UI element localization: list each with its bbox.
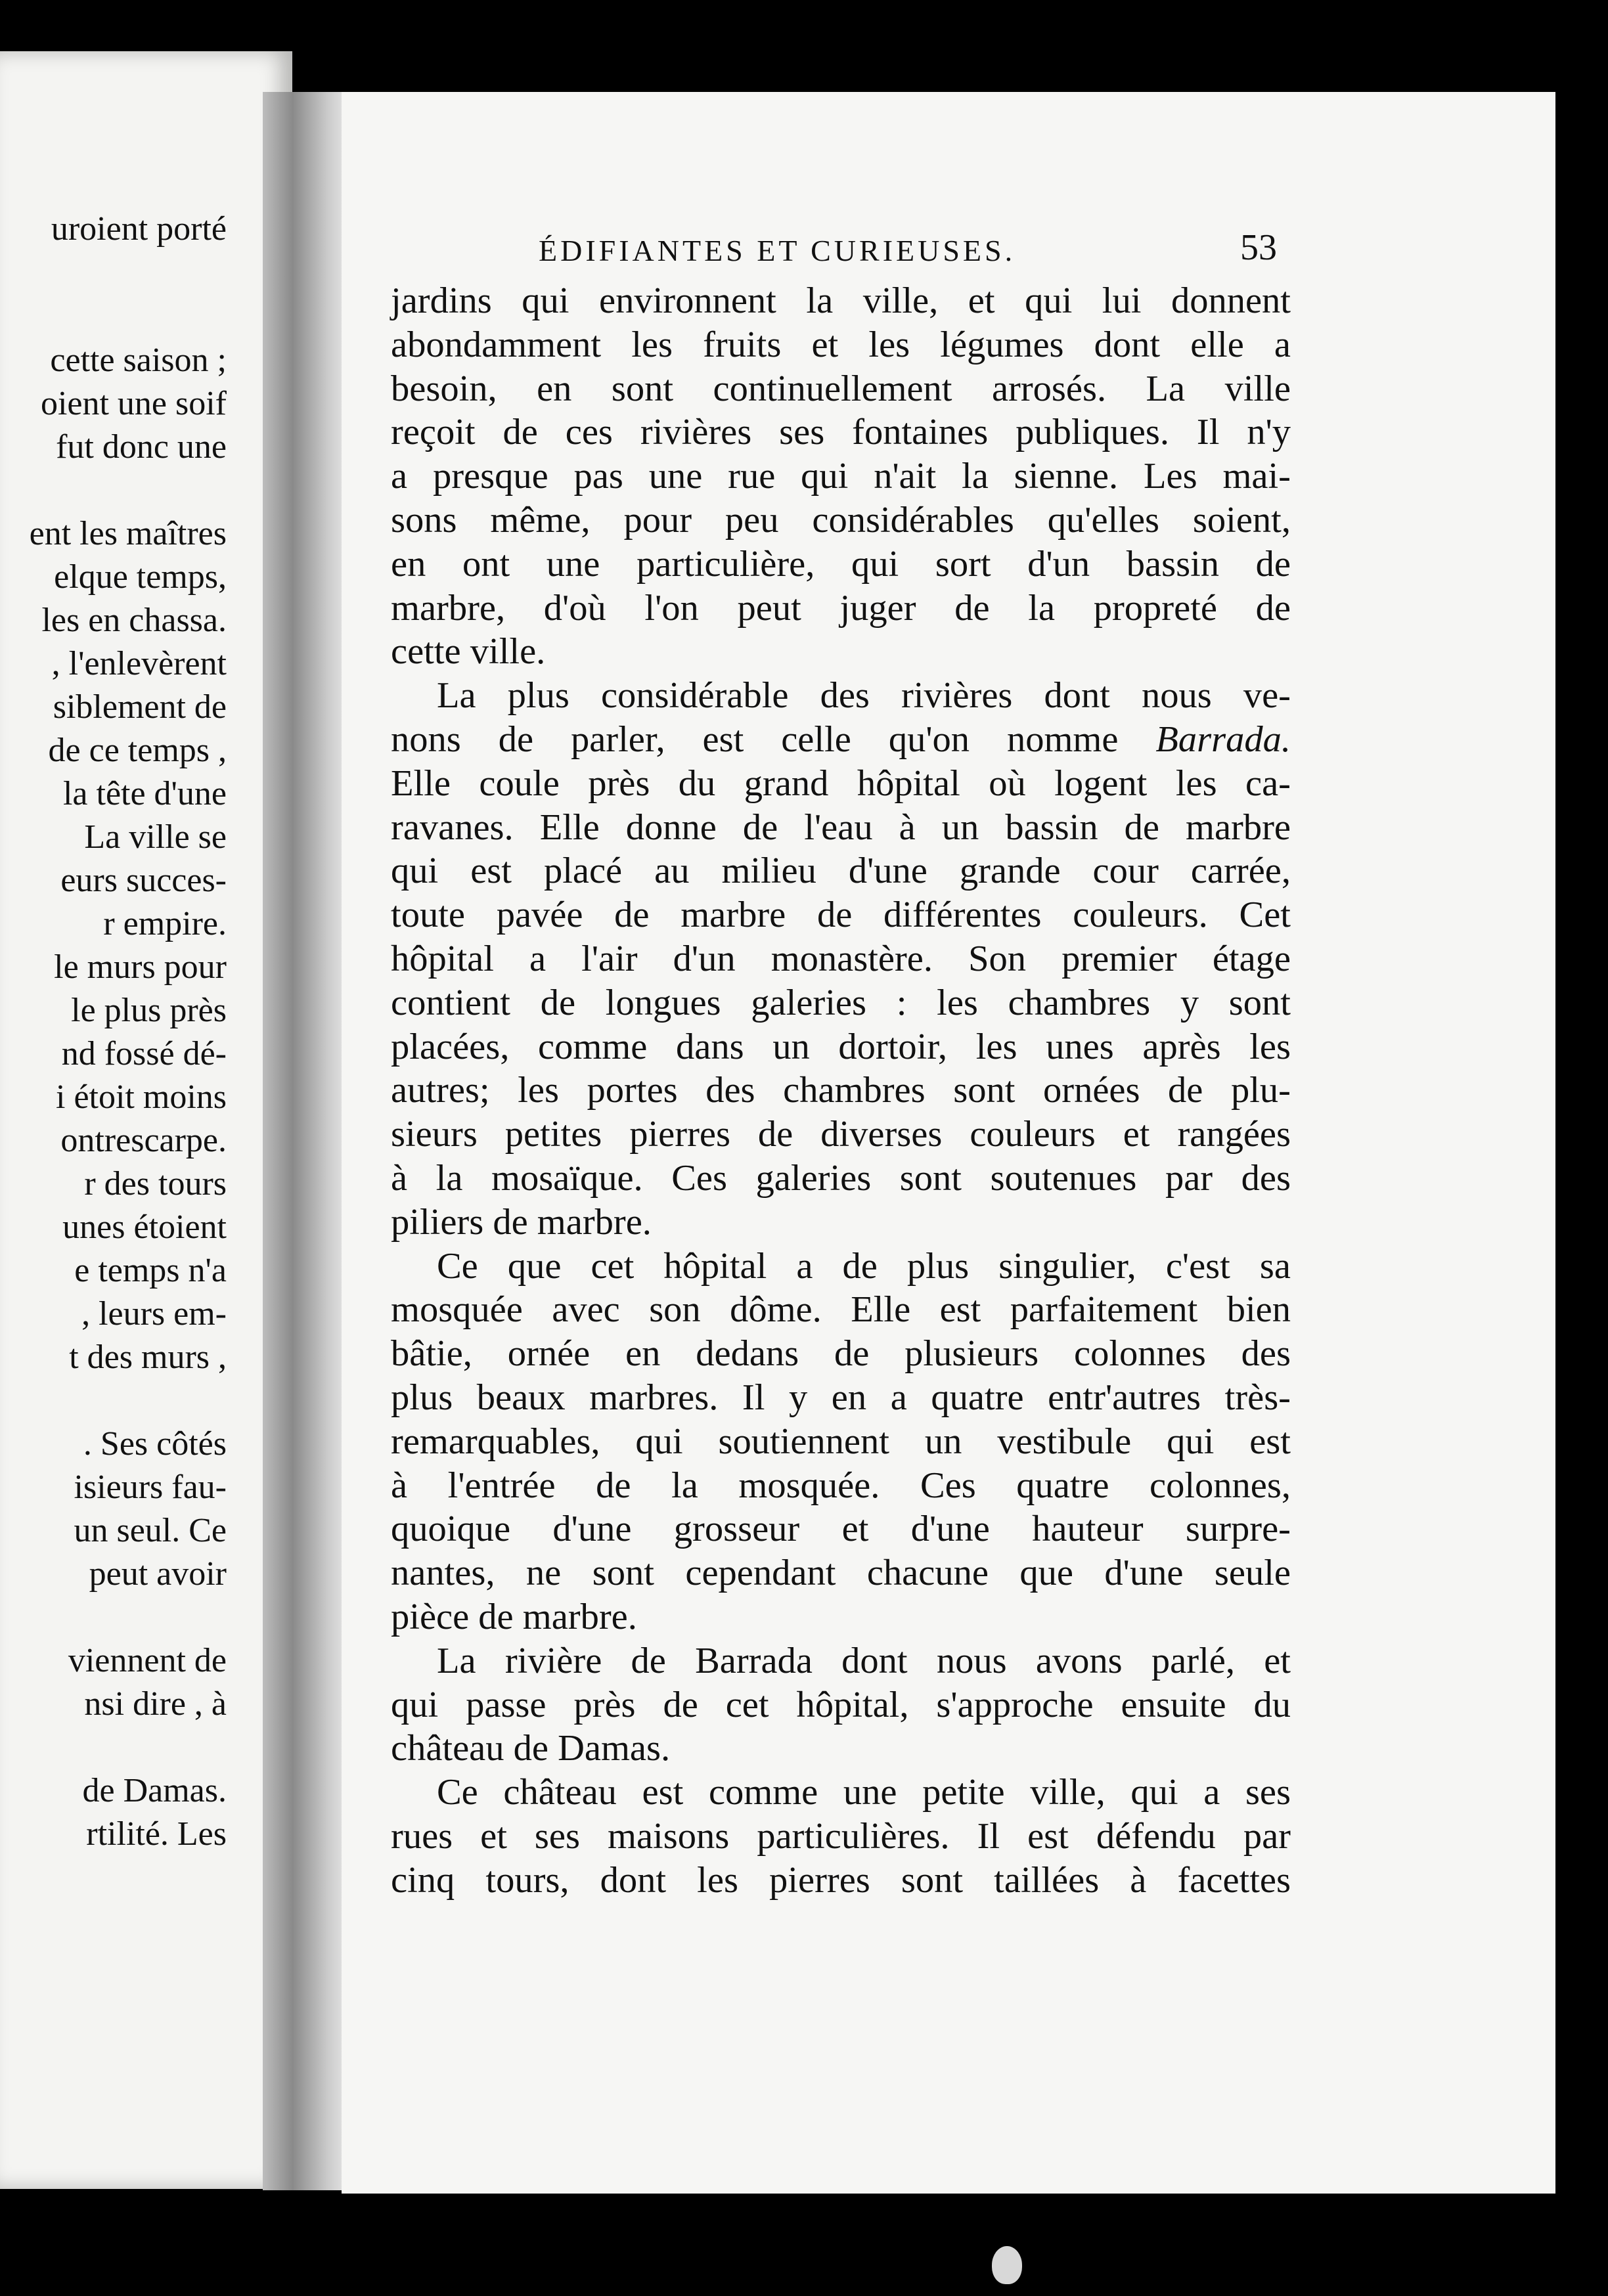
text-line: hôpital a l'air d'un monastère. Son premier étage [391, 938, 1291, 979]
text-line: ravanes. Elle donne de l'eau à un bassin de marbre [391, 806, 1291, 848]
left-line: la tête d'une [62, 775, 227, 812]
left-line: le plus près [71, 992, 227, 1029]
left-line: viennent de [68, 1642, 227, 1679]
left-line: isieurs fau- [74, 1468, 227, 1506]
text-line: reçoit de ces rivières ses fontaines publiques. Il n'y [391, 412, 1291, 453]
text-line: placées, comme dans un dortoir, les unes après les [391, 1026, 1291, 1067]
running-header: ÉDIFIANTES ET CURIEUSES. [539, 234, 1016, 267]
binding-mark [992, 2246, 1022, 2284]
text-line: piliers de marbre. [391, 1201, 652, 1243]
left-line: oient une soif [40, 385, 227, 422]
left-line: de Damas. [82, 1772, 227, 1809]
left-line: nsi dire , à [84, 1685, 227, 1723]
text-line: jardins qui environnent la ville, et qui lui donnent [391, 280, 1291, 321]
text-line: Ce château est comme une petite ville, qui a ses [437, 1772, 1291, 1813]
left-line: , l'enlevèrent [51, 645, 227, 682]
left-line: siblement de [53, 688, 227, 726]
text-line: La rivière de Barrada dont nous avons parlé, et [437, 1640, 1291, 1681]
text-line: qui passe près de cet hôpital, s'approche ensuite du [391, 1684, 1291, 1725]
text-line: contient de longues galeries : les chambres y sont [391, 982, 1291, 1023]
text-line: besoin, en sont continuellement arrosés. La ville [391, 368, 1291, 409]
left-line: les en chassa. [41, 602, 227, 639]
text-line: sieurs petites pierres de diverses couleurs et rangées [391, 1114, 1291, 1155]
text-line: marbre, d'où l'on peut juger de la propreté de [391, 587, 1291, 629]
left-line: le murs pour [54, 948, 227, 986]
left-line: r des tours [84, 1165, 227, 1203]
body-text [391, 279, 1291, 1902]
left-line: nd fossé dé- [61, 1035, 227, 1072]
left-line: unes étoient [62, 1208, 227, 1246]
left-line: fut donc une [56, 428, 227, 466]
left-line: de ce temps , [48, 732, 227, 769]
place-name-italic: Barrada. [1155, 718, 1291, 760]
text-line: Ce que cet hôpital a de plus singulier, c'est sa [437, 1245, 1291, 1287]
text-line: cette ville. [391, 631, 546, 673]
text-line: La plus considérable des rivières dont nous ve- [437, 675, 1291, 717]
left-line: elque temps, [54, 558, 227, 596]
left-line: rtilité. Les [86, 1815, 227, 1853]
left-line: i étoit moins [56, 1078, 227, 1116]
text-line: nantes, ne sont cependant chacune que d'une seule [391, 1553, 1291, 1594]
left-line: peut avoir [89, 1555, 227, 1593]
text-line: à l'entrée de la mosquée. Ces quatre colonnes, [391, 1465, 1291, 1506]
text-line: château de Damas. [391, 1728, 671, 1769]
book-gutter [263, 92, 348, 2190]
text-line: plus beaux marbres. Il y en a quatre entr'autres très- [391, 1377, 1291, 1418]
left-line: ontrescarpe. [60, 1122, 227, 1159]
text-line: abondamment les fruits et les légumes dont elle a [391, 324, 1291, 365]
left-line: . Ses côtés [83, 1425, 227, 1463]
left-line: eurs succes- [60, 862, 227, 899]
text-line: bâtie, ornée en dedans de plusieurs colonnes des [391, 1333, 1291, 1375]
text-line: à la mosaïque. Ces galeries sont soutenues par des [391, 1157, 1291, 1199]
text-line: qui est placé au milieu d'une grande cour carrée, [391, 850, 1291, 892]
text-line: autres; les portes des chambres sont ornées de plu- [391, 1070, 1291, 1111]
left-line: t des murs , [69, 1338, 227, 1376]
left-line: ent les maîtres [29, 515, 227, 552]
text-line: cinq tours, dont les pierres sont taillées à facettes [391, 1859, 1291, 1901]
text-line: a presque pas une rue qui n'ait la sienne. Les mai- [391, 456, 1291, 497]
left-line: uroient porté [51, 210, 227, 248]
left-page-fragment [0, 51, 292, 2189]
left-line: , leurs em- [81, 1295, 227, 1333]
left-line: cette saison ; [50, 342, 227, 379]
left-line: e temps n'a [74, 1252, 227, 1289]
page-number: 53 [1240, 227, 1277, 268]
text-line: mosquée avec son dôme. Elle est parfaitement bien [391, 1289, 1291, 1331]
left-line: r empire. [103, 905, 227, 942]
text-line: toute pavée de marbre de différentes couleurs. Cet [391, 894, 1291, 936]
text-line: remarquables, qui soutiennent un vestibule qui est [391, 1421, 1291, 1462]
text-line-with-italic [391, 718, 1291, 762]
text-line: quoique d'une grosseur et d'une hauteur surpre- [391, 1509, 1291, 1550]
text-line: en ont une particulière, qui sort d'un bassin de [391, 543, 1291, 585]
left-line: un seul. Ce [74, 1512, 227, 1549]
left-line: La ville se [84, 818, 227, 856]
text-line: pièce de marbre. [391, 1596, 637, 1637]
text-line: Elle coule près du grand hôpital où logent les ca- [391, 762, 1291, 804]
text-segment: nons de parler, est celle qu'on nomme [391, 718, 1119, 760]
text-line: sons même, pour peu considérables qu'elles soient, [391, 499, 1291, 541]
text-line: rues et ses maisons particulières. Il est défendu par [391, 1815, 1291, 1857]
